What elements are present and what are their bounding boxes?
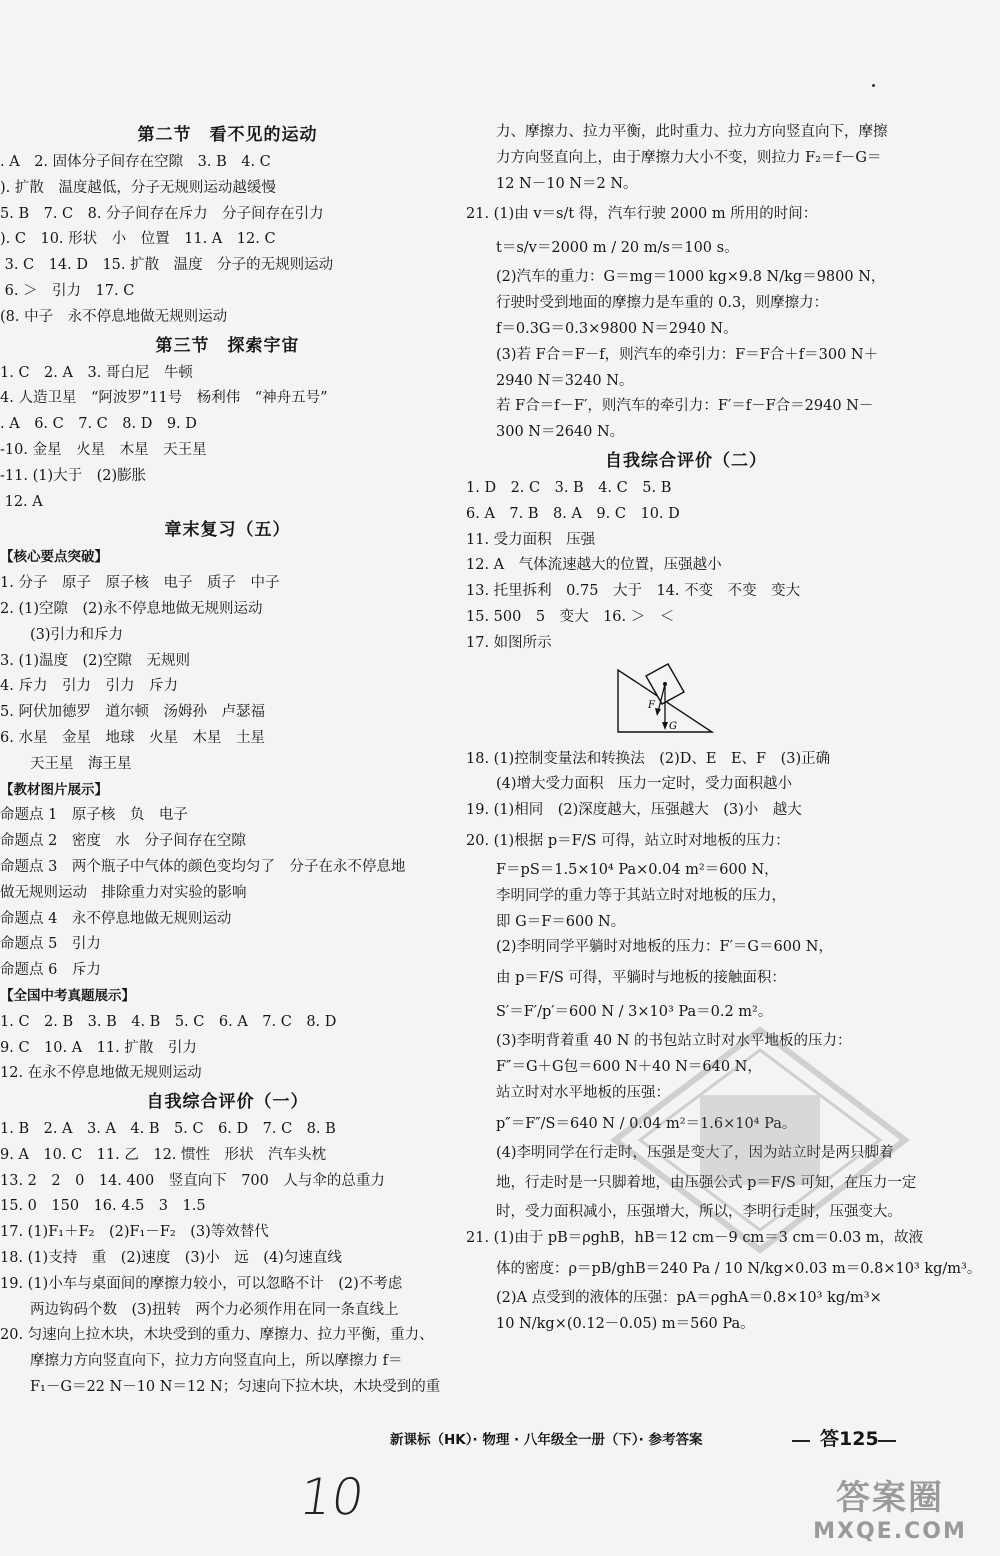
answer-line: 20. 匀速向上拉木块，木块受到的重力、摩擦力、拉力平衡，重力、 [0, 1327, 434, 1344]
answer-line: 两边钩码个数 (3)扭转 两个力必须作用在同一条直线上 [30, 1301, 399, 1318]
answer-line: 9. A 10. C 11. 乙 12. 惯性 形状 汽车头枕 [0, 1146, 327, 1163]
answer-line: 12. 在永不停息地做无规则运动 [0, 1065, 202, 1082]
answer-line: 12 N－10 N＝2 N。 [496, 175, 638, 192]
answer-line: . A 2. 固体分子间存在空隙 3. B 4. C [0, 154, 271, 170]
answer-line: F″＝G＋G包＝600 N＋40 N＝640 N， [496, 1058, 762, 1075]
answer-line: p″＝F″/S＝640 N / 0.04 m²＝1.6×10⁴ Pa。 [496, 1115, 797, 1132]
answer-line: 5. 阿伏加德罗 道尔顿 汤姆孙 卢瑟福 [0, 704, 265, 721]
answer-line: 6. ＞ 引力 17. C [0, 282, 135, 299]
answer-line: 17. (1)F₁＋F₂ (2)F₁－F₂ (3)等效替代 [0, 1224, 269, 1241]
answer-line: S′＝F′/p′＝600 N / 3×10³ Pa＝0.2 m²。 [496, 1004, 773, 1021]
answer-line: 站立时对水平地板的压强： [496, 1084, 670, 1101]
answer-line: 6. 水星 金星 地球 火星 木星 土星 [0, 729, 265, 746]
answer-line: 力方向竖直向上，由于摩擦力大小不变，则拉力 F₂＝f－G＝ [496, 149, 882, 166]
answer-line: 18. (1)支持 重 (2)速度 (3)小 远 (4)匀速直线 [0, 1250, 342, 1267]
answer-line: 命题点 4 永不停息地做无规则运动 [0, 910, 232, 927]
answer-line: (3)李明背着重 40 N 的书包站立时对水平地板的压力： [496, 1033, 852, 1050]
answer-line: (2)汽车的重力：G＝mg＝1000 kg×9.8 N/kg＝9800 N， [496, 269, 886, 286]
answer-line: 由 p＝F/S 可得，平躺时与地板的接触面积： [496, 970, 786, 987]
answer-line: f＝0.3G＝0.3×9800 N＝2940 N。 [496, 320, 738, 337]
label-g: G [669, 720, 677, 732]
answer-line: 3. (1)温度 (2)空隙 无规则 [0, 652, 191, 669]
answer-line: 做无规则运动 排除重力对实验的影响 [0, 884, 247, 901]
logo-url: MXQE.COM [813, 1519, 967, 1544]
answer-line: 摩擦力方向竖直向下，拉力方向竖直向上，所以摩擦力 f＝ [30, 1353, 403, 1370]
answer-line: 体的密度：ρ＝pB/ghB＝240 Pa / 10 N/kg×0.03 m＝0.8×10³ kg/m³。 [496, 1260, 982, 1277]
answer-line: 3. C 14. D 15. 扩散 温度 分子的无规则运动 [0, 257, 334, 274]
answer-line: 1. C 2. B 3. B 4. B 5. C 6. A 7. C 8. D [0, 1013, 337, 1030]
answer-line: 李明同学的重力等于其站立时对地板的压力， [496, 887, 786, 904]
answer-line: F＝pS＝1.5×10⁴ Pa×0.04 m²＝600 N， [496, 861, 779, 878]
answer-line: 时，受力面积减小，压强增大，所以，李明行走时，压强变大。 [496, 1204, 902, 1221]
answer-line: 300 N＝2640 N。 [496, 424, 625, 441]
answer-line: 2. (1)空隙 (2)永不停息地做无规则运动 [0, 600, 263, 617]
answer-line: (2)李明同学平躺时对地板的压力：F′＝G＝600 N， [496, 939, 833, 956]
answer-line: (4)李明同学在行走时，压强是变大了，因为站立时是两只脚着 [496, 1144, 894, 1161]
answer-line: 6. A 7. B 8. A 9. C 10. D [466, 505, 680, 522]
answer-line: 若 F合＝f－F′，则汽车的牵引力：F′＝f－F合＝2940 N－ [496, 398, 874, 415]
section-heading: 自我综合评价（一） [146, 1092, 309, 1113]
answer-line: 15. 0 150 16. 4.5 3 1.5 [0, 1198, 206, 1215]
answer-line: 21. (1)由 v＝s/t 得，汽车行驶 2000 m 所用的时间： [466, 206, 818, 223]
footer-dash [878, 1440, 896, 1442]
subsection-heading: 【核心要点突破】 [0, 549, 108, 566]
answer-line: 命题点 5 引力 [0, 936, 101, 953]
answer-line: 1. B 2. A 3. A 4. B 5. C 6. D 7. C 8. B [0, 1121, 336, 1138]
answer-line: (4)增大受力面积 压力一定时，受力面积越小 [496, 776, 793, 793]
answer-line: 11. 受力面积 压强 [466, 531, 596, 548]
answer-line: 5. B 7. C 8. 分子间存在斥力 分子间存在引力 [0, 205, 324, 222]
answer-line: ). 扩散 温度越低，分子无规则运动越缓慢 [0, 179, 276, 196]
answer-line: -10. 金星 火星 木星 天王星 [0, 441, 207, 458]
subsection-heading: 【全国中考真题展示】 [0, 987, 135, 1004]
answer-line: ). C 10. 形状 小 位置 11. A 12. C [0, 231, 276, 248]
answer-line: 20. (1)根据 p＝F/S 可得，站立时对地板的压力： [466, 832, 790, 849]
answer-line: 13. 2 2 0 14. 400 竖直向下 700 人与伞的总重力 [0, 1172, 385, 1189]
left-column [0, 120, 455, 1401]
site-logo [790, 1470, 990, 1554]
footer-dash [792, 1440, 810, 1442]
footer-text: 新课标（HK）· 物理 · 八年级全一册（下）· 参考答案 [390, 1432, 703, 1448]
answer-line: 1. 分子 原子 原子核 电子 质子 中子 [0, 575, 280, 592]
incline-force-figure [466, 657, 906, 747]
logo-text: 答案圈 [836, 1478, 944, 1518]
label-f: F [648, 699, 655, 711]
section-heading: 第三节 探索宇宙 [155, 335, 300, 356]
section-heading: 自我综合评价（二） [605, 450, 767, 471]
answer-line: . A 6. C 7. C 8. D 9. D [0, 416, 197, 433]
stray-dot [872, 84, 875, 87]
answer-line: F₁－G＝22 N－10 N＝12 N；匀速向下拉木块，木块受到的重 [30, 1379, 441, 1396]
page-footer [0, 1424, 1000, 1454]
answer-line: 1. C 2. A 3. 哥白尼 牛顿 [0, 364, 193, 381]
answer-line: (2)A 点受到的液体的压强：pA＝ρghA＝0.8×10³ kg/m³× [496, 1289, 882, 1306]
answer-line: 命题点 6 斥力 [0, 962, 101, 979]
answer-line: 21. (1)由于 pB＝ρghB，hB＝12 cm－9 cm＝3 cm＝0.03 m，故液 [466, 1230, 924, 1247]
answer-line: (3)引力和斥力 [30, 626, 124, 643]
answer-line: 1. D 2. C 3. B 4. C 5. B [466, 479, 672, 496]
answer-line: 2940 N＝3240 N。 [496, 372, 634, 389]
answer-line: 19. (1)小车与桌面间的摩擦力较小，可以忽略不计 (2)不考虑 [0, 1275, 403, 1292]
answer-line: 天王星 海王星 [30, 755, 132, 772]
answer-line: 即 G＝F＝600 N。 [496, 913, 626, 930]
handwritten-number: 10 [295, 1468, 368, 1526]
answer-line: 行驶时受到地面的摩擦力是车重的 0.3，则摩擦力： [496, 295, 829, 312]
answer-line: 4. 斥力 引力 引力 斥力 [0, 678, 178, 695]
incline-diagram [616, 662, 716, 744]
answer-line: (8. 中子 永不停息地做无规则运动 [0, 308, 228, 325]
answer-line: -11. (1)大于 (2)膨胀 [0, 467, 147, 484]
page-number: 答125 [820, 1428, 879, 1450]
answer-line: 力、摩擦力、拉力平衡，此时重力、拉力方向竖直向下，摩擦 [496, 124, 888, 140]
answer-line: 15. 500 5 变大 16. ＞ ＜ [466, 608, 675, 625]
section-heading: 章末复习（五） [164, 520, 291, 541]
answer-line: 10 N/kg×(0.12－0.05) m＝560 Pa。 [496, 1315, 755, 1332]
answer-line: 13. 托里拆利 0.75 大于 14. 不变 不变 变大 [466, 583, 801, 600]
answer-line: 12. A 气体流速越大的位置，压强越小 [466, 557, 722, 574]
subsection-heading: 【教材图片展示】 [0, 781, 108, 798]
answer-line: 19. (1)相同 (2)深度越大，压强越大 (3)小 越大 [466, 802, 802, 819]
answer-line: 18. (1)控制变量法和转换法 (2)D、E E、F (3)正确 [466, 750, 831, 767]
answer-line: 地，行走时是一只脚着地，由压强公式 p＝F/S 可知，在压力一定 [496, 1175, 917, 1192]
answer-line: 12. A [0, 493, 43, 510]
answer-line: 4. 人造卫星 “阿波罗”11号 杨利伟 “神舟五号” [0, 390, 328, 407]
answer-line: t＝s/v＝2000 m / 20 m/s＝100 s。 [496, 240, 739, 257]
answer-line: 9. C 10. A 11. 扩散 引力 [0, 1039, 197, 1056]
answer-line: 命题点 2 密度 水 分子间存在空隙 [0, 833, 246, 850]
answer-line: 命题点 1 原子核 负 电子 [0, 807, 188, 824]
right-column [466, 120, 982, 1338]
answer-line: 17. 如图所示 [466, 634, 552, 651]
section-heading: 第二节 看不见的运动 [137, 125, 318, 145]
answer-line: 命题点 3 两个瓶子中气体的颜色变均匀了 分子在永不停息地 [0, 858, 406, 875]
answer-line: (3)若 F合＝F－f，则汽车的牵引力：F＝F合＋f＝300 N＋ [496, 346, 879, 363]
